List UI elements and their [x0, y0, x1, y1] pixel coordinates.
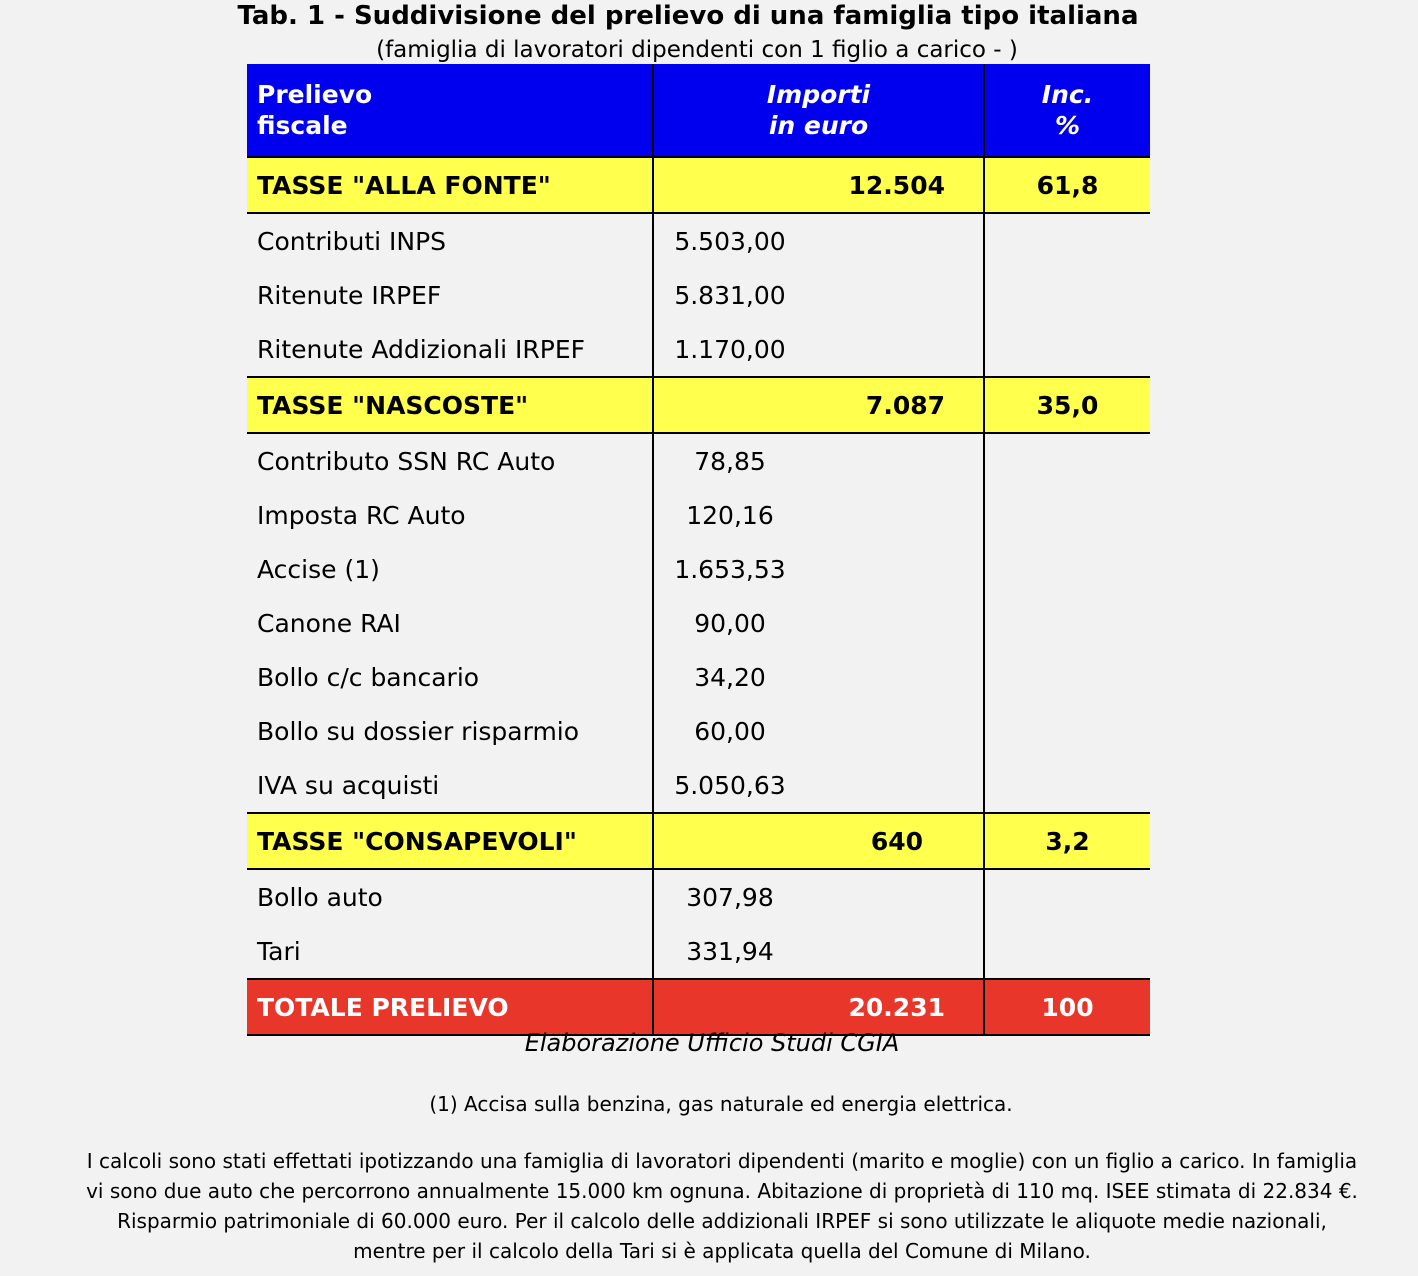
total-label: TOTALE PRELIEVO	[247, 979, 653, 1035]
section-amount: 640	[653, 813, 984, 869]
item-label: IVA su acquisti	[257, 770, 440, 800]
table-subtitle: (famiglia di lavoratori dipendenti con 1 figlio a carico - )	[376, 37, 1018, 63]
header-incidenza	[984, 64, 1150, 157]
footnote: (1) Accisa sulla benzina, gas naturale ed energia elettrica.	[429, 1092, 1013, 1116]
header-col2-line1: Importi	[766, 80, 871, 109]
table-row	[247, 433, 1150, 488]
item-label: Canone RAI	[257, 608, 401, 638]
item-label: Accise (1)	[257, 554, 380, 584]
table-row	[247, 596, 1150, 650]
table-row	[247, 924, 1150, 979]
table-row	[247, 704, 1150, 758]
item-label: Contributi INPS	[257, 226, 447, 256]
section-amount: 12.504	[653, 157, 984, 213]
header-col1-line1: Prelievo	[257, 80, 373, 109]
item-label: Tari	[257, 936, 301, 966]
methodology-notes: I calcoli sono stati effettati ipotizzando una famiglia di lavoratori dipendenti (marito e moglie) con un figlio a carico. In famiglia vi sono due auto che percorrono annualmente 15.000 km ognuna. Abitazione di proprietà di 110 mq. ISEE stimata di 22.834 €. Risparmio patrimoniale di 60.000 euro. Per il calcolo delle addizionali IRPEF si sono utilizzate le aliquote medie nazionali, mentre per il calcolo della Tari si è applicata quella del Comune di Milano.	[86, 1149, 1358, 1263]
item-amount: 5.050,63	[674, 770, 786, 800]
item-amount: 90,00	[694, 608, 766, 638]
table-row	[247, 488, 1150, 542]
total-amount: 20.231	[653, 979, 984, 1035]
header-col1-line2: fiscale	[257, 111, 348, 140]
item-amount: 78,85	[694, 446, 766, 476]
section-pct: 35,0	[984, 377, 1150, 433]
table-row	[247, 650, 1150, 704]
header-col3-line1: Inc.	[1041, 80, 1094, 109]
item-amount: 34,20	[694, 662, 766, 692]
section-amount: 7.087	[653, 377, 984, 433]
header-col2-line2: in euro	[768, 111, 869, 140]
item-label: Contributo SSN RC Auto	[257, 446, 556, 476]
table-title: Tab. 1 - Suddivisione del prelievo di una famiglia tipo italiana	[237, 1, 1139, 31]
item-amount: 331,94	[686, 936, 774, 966]
item-amount: 5.831,00	[674, 280, 786, 310]
item-label: Bollo auto	[257, 882, 383, 912]
table-row	[247, 213, 1150, 268]
section-row-nascoste	[247, 377, 1150, 433]
item-label: Ritenute IRPEF	[257, 280, 442, 310]
section-pct: 3,2	[984, 813, 1150, 869]
section-label: TASSE "NASCOSTE"	[247, 377, 653, 433]
item-amount: 1.653,53	[674, 554, 786, 584]
table-row	[247, 268, 1150, 322]
section-row-consapevoli	[247, 813, 1150, 869]
header-col3-line2: %	[1054, 111, 1081, 140]
section-label: TASSE "ALLA FONTE"	[247, 157, 653, 213]
section-label: TASSE "CONSAPEVOLI"	[247, 813, 653, 869]
section-row-alla-fonte	[247, 157, 1150, 213]
section-pct: 61,8	[984, 157, 1150, 213]
item-amount: 1.170,00	[674, 334, 786, 364]
table-row	[247, 322, 1150, 377]
item-label: Imposta RC Auto	[257, 500, 466, 530]
header-row	[247, 64, 1150, 157]
table-row	[247, 542, 1150, 596]
item-amount: 120,16	[686, 500, 774, 530]
tax-table	[247, 64, 1150, 1036]
header-prelievo-fiscale	[247, 64, 653, 157]
item-amount: 60,00	[694, 716, 766, 746]
header-importi	[653, 64, 984, 157]
item-label: Bollo su dossier risparmio	[257, 716, 580, 746]
table-row	[247, 758, 1150, 813]
item-amount: 5.503,00	[674, 226, 786, 256]
source-caption: Elaborazione Ufficio Studi CGIA	[524, 1029, 900, 1057]
item-amount: 307,98	[686, 882, 774, 912]
item-label: Ritenute Addizionali IRPEF	[257, 334, 586, 364]
item-label: Bollo c/c bancario	[257, 662, 480, 692]
table-row	[247, 869, 1150, 924]
total-pct: 100	[984, 979, 1150, 1035]
